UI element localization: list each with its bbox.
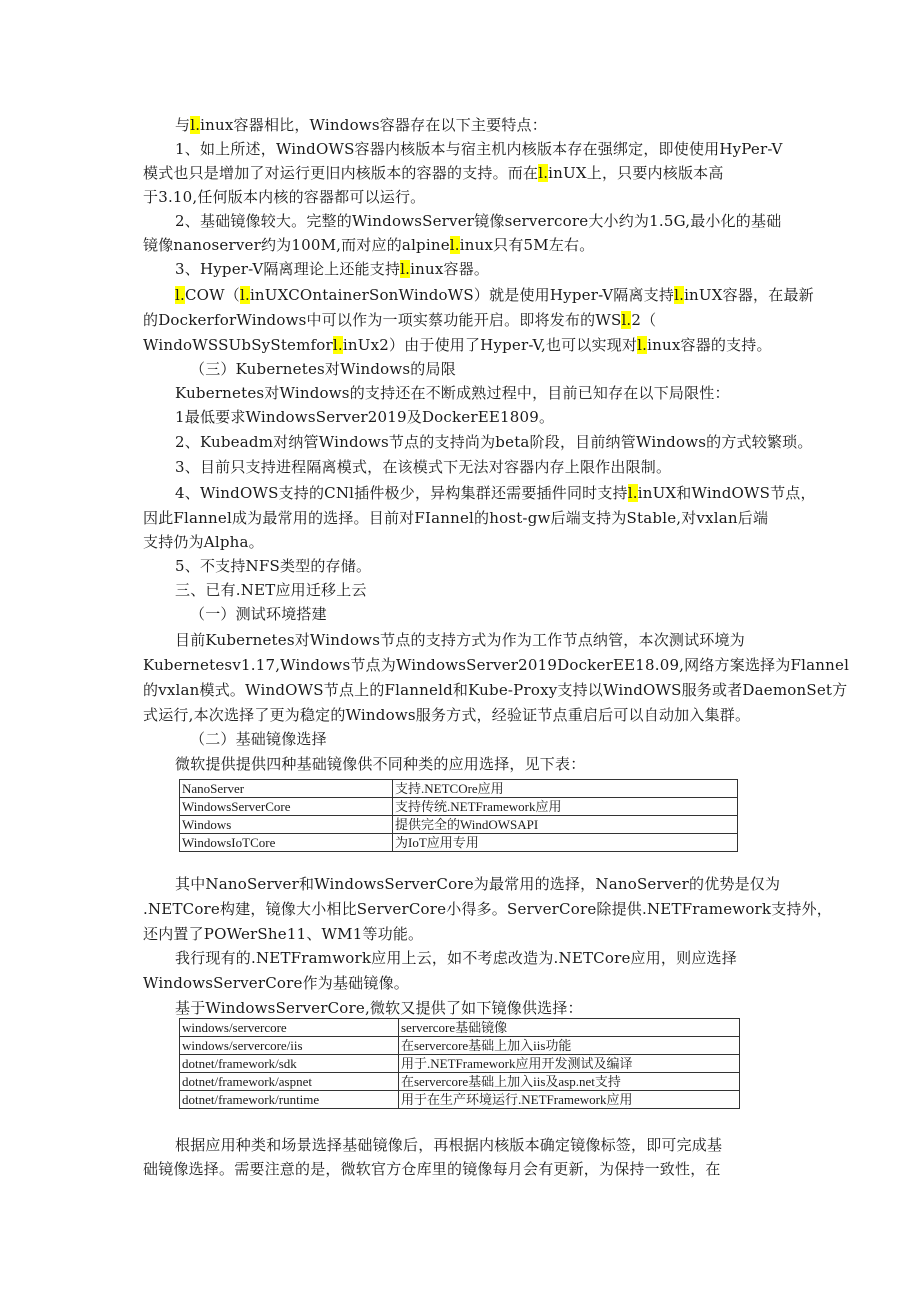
paragraph-limit-4-cont: 因此Flannel成为最常用的选择。目前对FIannel的host-gw后端支持为Stable,对vxlan后端 bbox=[143, 509, 769, 527]
table-row bbox=[180, 1091, 740, 1109]
highlighted-text: l. bbox=[538, 164, 549, 182]
paragraph-conclusion-cont: 础镜像选择。需要注意的是，微软官方仓库里的镜像每月会有更新，为保持一致性，在 bbox=[143, 1160, 721, 1178]
text: inux容器相比，Windows容器存在以下主要特点： bbox=[200, 116, 547, 134]
paragraph-nanoserver: 其中NanoServer和WindowsServerCore为最常用的选择，NanoServer的优势是仅为 bbox=[175, 875, 781, 893]
paragraph-point-1: 1、如上所述，WindOWS容器内核版本与宿主机内核版本存在强绑定，即使使用HyPer-V bbox=[175, 140, 783, 158]
text: COW（ bbox=[184, 286, 240, 304]
paragraph-point-2-cont bbox=[143, 233, 594, 257]
paragraph-test-env-cont: Kubernetesv1.17,Windows节点为WindowsServer2019DockerEE18.09,网络方案选择为Flannel bbox=[143, 656, 850, 674]
table-row bbox=[180, 834, 738, 852]
paragraph-point-3 bbox=[175, 257, 489, 281]
text: inux只有5M左右。 bbox=[459, 236, 595, 254]
text: 镜像nanoserver约为100M,而对应的alpine bbox=[143, 236, 450, 254]
table-cell-name: dotnet/framework/runtime bbox=[180, 1091, 399, 1109]
heading-base-image: （二）基础镜像选择 bbox=[190, 730, 327, 748]
highlighted-text: l. bbox=[621, 311, 632, 329]
table-cell-description: 支持.NETCOre应用 bbox=[393, 780, 738, 798]
table-cell-description: 提供完全的WindOWSAPI bbox=[393, 816, 738, 834]
table-cell-description: 为IoT应用专用 bbox=[393, 834, 738, 852]
table-cell-name: WindowsServerCore bbox=[180, 798, 393, 816]
text: inUX上，只要内核版本高 bbox=[548, 164, 724, 182]
text: inUX容器，在最新 bbox=[684, 286, 814, 304]
text: inUx2）由于使用了Hyper-V,也可以实现对 bbox=[342, 336, 638, 354]
table-row bbox=[180, 816, 738, 834]
table-cell-name: dotnet/framework/aspnet bbox=[180, 1073, 399, 1091]
text: 4、WindOWS支持的CNl插件极少，异构集群还需要插件同时支持 bbox=[175, 484, 628, 502]
table-cell-name: WindowsIoTCore bbox=[180, 834, 393, 852]
paragraph-framework: 我行现有的.NETFramwork应用上云，如不考虑改造为.NETCore应用，则应选择 bbox=[175, 949, 737, 967]
paragraph-point-1-cont: 于3.10,任何版本内核的容器都可以运行。 bbox=[143, 188, 426, 206]
highlighted-text: l. bbox=[627, 484, 638, 502]
text: 3、Hyper-V隔离理论上还能支持 bbox=[175, 260, 401, 278]
paragraph-test-env: 目前Kubernetes对Windows节点的支持方式为作为工作节点纳管，本次测试环境为 bbox=[175, 631, 745, 649]
table-row bbox=[180, 780, 738, 798]
servercore-image-table bbox=[179, 1018, 740, 1109]
table-row bbox=[180, 1073, 740, 1091]
highlighted-text: l. bbox=[332, 336, 343, 354]
paragraph-limit-1: 1最低要求WindowsServer2019及DockerEE1809。 bbox=[175, 408, 555, 426]
table-cell-name: Windows bbox=[180, 816, 393, 834]
table-cell-description: 在servercore基础上加入iis及asp.net支持 bbox=[399, 1073, 740, 1091]
text: inux容器的支持。 bbox=[647, 336, 772, 354]
highlighted-text: l. bbox=[239, 286, 250, 304]
text: inUXCOntainerSonWindoWS）就是使用Hyper-V隔离支持 bbox=[249, 286, 675, 304]
heading-section-3: 三、已有.NET应用迁移上云 bbox=[175, 581, 367, 599]
text: 与 bbox=[175, 116, 191, 134]
table-cell-description: 用于.NETFramework应用开发测试及编译 bbox=[399, 1055, 740, 1073]
text: 的DockerforWindows中可以作为一项实蔡功能开启。即将发布的WS bbox=[143, 311, 622, 329]
paragraph-framework-cont: WindowsServerCore作为基础镜像。 bbox=[143, 974, 409, 992]
text: inux容器。 bbox=[410, 260, 490, 278]
paragraph-nanoserver-cont: .NETCore构建，镜像大小相比ServerCore小得多。ServerCore除提供.NETFramework支持外， bbox=[143, 900, 833, 918]
table-row bbox=[180, 1037, 740, 1055]
table-cell-description: 用于在生产环境运行.NETFramework应用 bbox=[399, 1091, 740, 1109]
highlighted-text: l. bbox=[449, 236, 460, 254]
paragraph-limit-2: 2、Kubeadm对纳管Windows节点的支持尚为beta阶段，目前纳管Windows的方式较繁琐。 bbox=[175, 433, 813, 451]
highlighted-text: l. bbox=[175, 286, 185, 304]
table-cell-name: windows/servercore/iis bbox=[180, 1037, 399, 1055]
base-image-table bbox=[179, 779, 738, 852]
highlighted-text: l. bbox=[190, 116, 201, 134]
text: 模式也只是增加了对运行更旧内核版本的容器的支持。而在 bbox=[143, 164, 539, 182]
paragraph-lcow-cont bbox=[143, 333, 772, 357]
table-cell-name: NanoServer bbox=[180, 780, 393, 798]
table-cell-name: windows/servercore bbox=[180, 1019, 399, 1037]
heading-test-env: （一）测试环境搭建 bbox=[190, 605, 327, 623]
highlighted-text: l. bbox=[674, 286, 685, 304]
paragraph-lcow bbox=[175, 283, 814, 307]
paragraph-point-2: 2、基础镜像较大。完整的WindowsServer镜像servercore大小约为1.5G,最小化的基础 bbox=[175, 212, 782, 230]
paragraph-limit-5: 5、不支持NFS类型的存储。 bbox=[175, 557, 372, 575]
paragraph-limit-4 bbox=[175, 481, 816, 505]
paragraph-servercore-images: 基于WindowsServerCore,微软又提供了如下镜像供选择： bbox=[175, 999, 583, 1017]
paragraph-test-env-cont: 的vxlan模式。WindOWS节点上的Flanneld和Kube-Proxy支持以WindOWS服务或者DaemonSet方 bbox=[143, 681, 848, 699]
table-cell-description: 在servercore基础上加入iis功能 bbox=[399, 1037, 740, 1055]
paragraph-limit-3: 3、目前只支持进程隔离模式，在该模式下无法对容器内存上限作出限制。 bbox=[175, 458, 672, 476]
paragraph-base-image-intro: 微软提供提供四种基础镜像供不同种类的应用选择，见下表： bbox=[175, 755, 586, 773]
table-cell-description: servercore基础镜像 bbox=[399, 1019, 740, 1037]
text: inUX和WindOWS节点， bbox=[637, 484, 816, 502]
paragraph-limit-4-cont: 支持仍为Alpha。 bbox=[143, 533, 264, 551]
paragraph-intro bbox=[175, 113, 547, 137]
table-row bbox=[180, 1055, 740, 1073]
paragraph-lcow-cont bbox=[143, 308, 656, 332]
paragraph-conclusion: 根据应用种类和场景选择基础镜像后，再根据内核版本确定镜像标签，即可完成基 bbox=[175, 1136, 723, 1154]
paragraph-k8s-intro: Kubernetes对Windows的支持还在不断成熟过程中，目前已知存在以下局限性： bbox=[175, 384, 730, 402]
table-cell-description: 支持传统.NETFramework应用 bbox=[393, 798, 738, 816]
paragraph-test-env-cont: 式运行,本次选择了更为稳定的Windows服务方式，经验证节点重启后可以自动加入集群。 bbox=[143, 706, 751, 724]
table-row bbox=[180, 798, 738, 816]
paragraph-point-1-cont bbox=[143, 161, 724, 185]
heading-k8s-limits: （三）Kubernetes对Windows的局限 bbox=[190, 360, 456, 378]
highlighted-text: l. bbox=[637, 336, 648, 354]
table-row bbox=[180, 1019, 740, 1037]
table-cell-name: dotnet/framework/sdk bbox=[180, 1055, 399, 1073]
paragraph-nanoserver-cont: 还内置了POWerShe11、WM1等功能。 bbox=[143, 925, 424, 943]
highlighted-text: l. bbox=[400, 260, 411, 278]
text: WindoWSSUbSyStemfor bbox=[143, 336, 333, 354]
text: 2（ bbox=[631, 311, 657, 329]
